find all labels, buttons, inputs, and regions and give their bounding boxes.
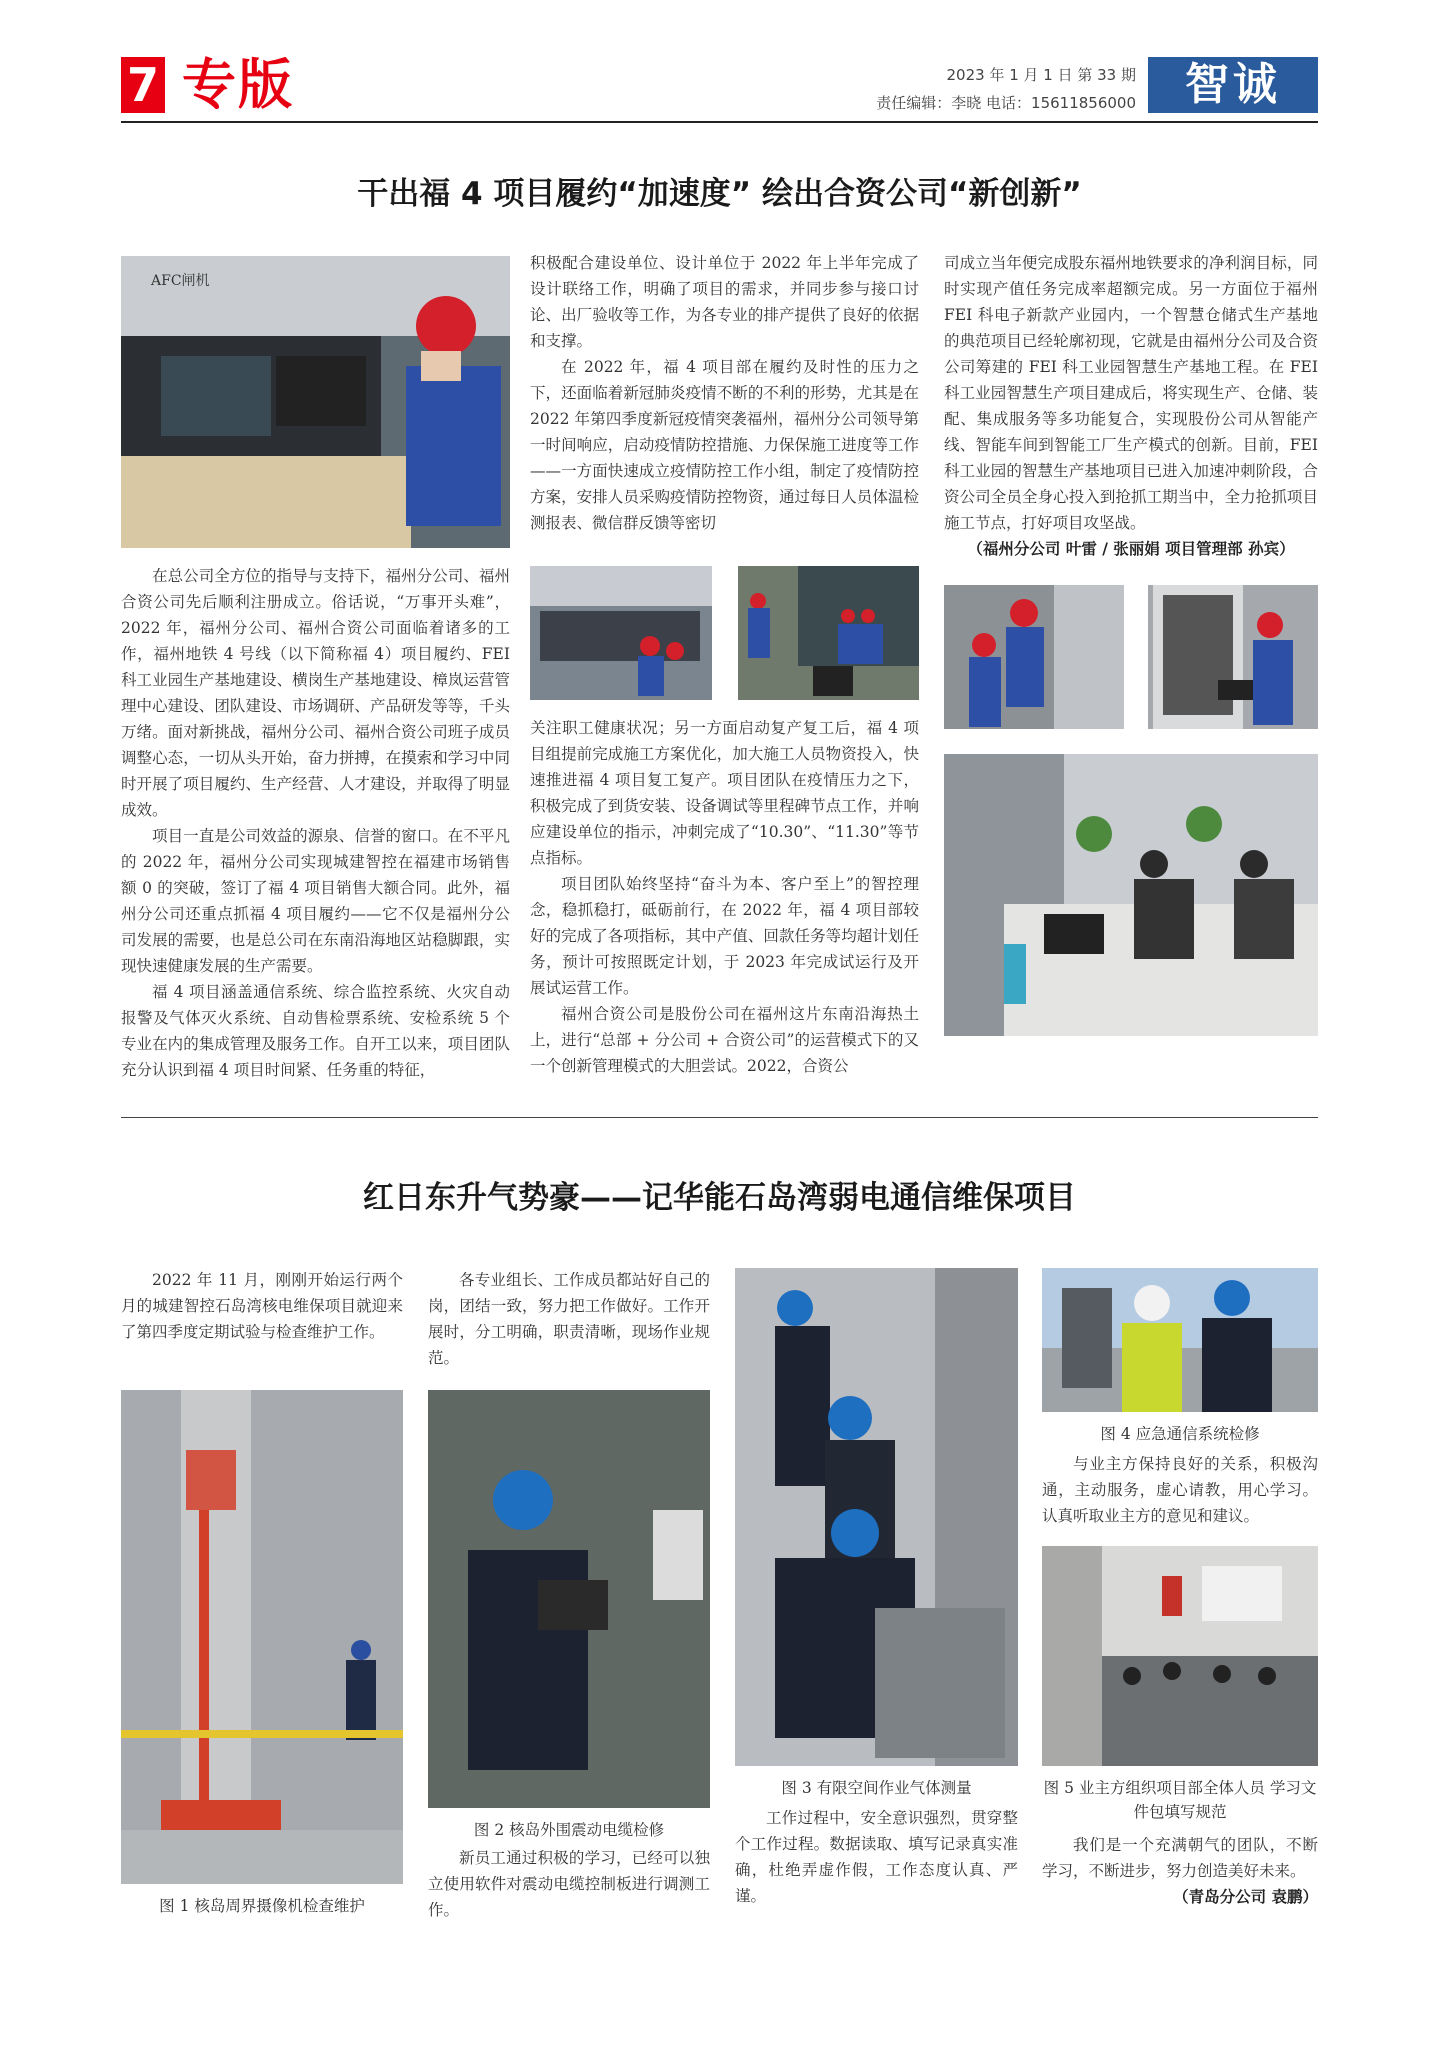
article2-column-2 bbox=[428, 1267, 710, 1371]
photo-meeting-room bbox=[1042, 1546, 1318, 1766]
photo-emergency-comm-repair bbox=[1042, 1268, 1318, 1412]
photo-office-team bbox=[530, 566, 712, 700]
page-number: 7 bbox=[121, 57, 165, 113]
photo-cable-inspection bbox=[428, 1390, 710, 1808]
article1-paragraph: 司成立当年便完成股东福州地铁要求的净利润目标，同时实现产值任务完成率超额完成。另一方面位于福州 FEI 科电子新款产业园内，一个智慧仓储式生产基地的典范项目已经轮廓初现，它就是由福州分公司及合资公司筹建的 FEI 科工业园智慧生产基地工程。在 FEI 科工业园智慧生产项目建成后，将实现生产、仓储、装配、集成服务等多功能复合，实现股份公司从智能产线、智能车间到智能工厂生产模式的创新。目前，FEI 科工业园的智慧生产基地项目已进入加速冲刺阶段，合资公司全员全身心投入到抢抓工期当中，全力抢抓项目施工节点，打好项目攻坚战。 bbox=[944, 254, 1318, 532]
article2-column-4-after bbox=[1042, 1832, 1318, 1910]
article2-column-1 bbox=[121, 1267, 403, 1345]
photo-confined-space-gas-test bbox=[735, 1268, 1018, 1766]
figure-1-caption: 图 1 核岛周界摄像机检查维护 bbox=[159, 1897, 365, 1915]
issue-date: 2023 年 1 月 1 日 第 33 期 bbox=[946, 66, 1136, 84]
article2-column-3-after bbox=[735, 1805, 1018, 1909]
article1-paragraph: 福州合资公司是股份公司在福州这片东南沿海热土上，进行“总部 + 分公司 + 合资公司”的运营模式下的又一个创新管理模式的大胆尝试。2022，合资公 bbox=[530, 1005, 919, 1075]
article1-column-3 bbox=[944, 250, 1318, 562]
article1-paragraph: 积极配合建设单位、设计单位于 2022 年上半年完成了设计联络工作，明确了项目的需求，并同步参与接口讨论、出厂验收等工作，为各专业的排产提供了良好的依据和支撑。 bbox=[530, 254, 919, 350]
article1-credit: （福州分公司 叶雷 / 张丽娟 项目管理部 孙宾） bbox=[967, 539, 1295, 558]
section-title: 专版 bbox=[182, 53, 294, 116]
photo-lift-camera-maintenance bbox=[121, 1390, 403, 1884]
figure-5-caption: 图 5 业主方组织项目部全体人员 学习文件包填写规范 bbox=[1043, 1779, 1317, 1821]
figure-2-caption: 图 2 核岛外围震动电缆检修 bbox=[473, 1821, 665, 1839]
masthead-logo: 智诚 bbox=[1148, 57, 1318, 113]
article2-paragraph: 工作过程中，安全意识强烈，贯穿整个工作过程。数据读取、填写记录真实准确，杜绝弄虚作假，工作态度认真、严谨。 bbox=[735, 1809, 1018, 1905]
article2-paragraph: 与业主方保持良好的关系，积极沟通，主动服务，虚心请教，用心学习。认真听取业主方的意见和建议。 bbox=[1042, 1455, 1318, 1525]
figure-4-caption: 图 4 应急通信系统检修 bbox=[1100, 1425, 1260, 1443]
photo-rack-laptop bbox=[1148, 585, 1318, 729]
article1-paragraph: 项目团队始终坚持“奋斗为本、客户至上”的智控理念，稳抓稳打，砥砺前行，在 2022 年，福 4 项目部较好的完成了各项指标，其中产值、回款任务等均超计划任务，预计可按照既定计划，于 2023 年完成试运行及开展试运营工作。 bbox=[530, 875, 919, 997]
article1-paragraph: 在 2022 年，福 4 项目部在履约及时性的压力之下，还面临着新冠肺炎疫情不断的不利的形势，尤其是在 2022 年第四季度新冠疫情突袭福州，福州分公司领导第一时间响应，启动疫情防控措施、力保保施工进度等工作——一方面快速成立疫情防控工作小组，制定了疫情防控方案，安排人员采购疫情防控物资，通过每日人员体温检测报表、微信群反馈等密切 bbox=[530, 358, 919, 532]
article2-headline: 红日东升气势豪——记华能石岛湾弱电通信维保项目 bbox=[363, 1180, 1076, 1216]
article2-paragraph: 我们是一个充满朝气的团队，不断学习，不断进步，努力创造美好未来。 bbox=[1042, 1836, 1318, 1880]
article2-column-4-mid bbox=[1042, 1451, 1318, 1529]
article1-column-1 bbox=[121, 563, 510, 1083]
article2-paragraph: 各专业组长、工作成员都站好自己的岗，团结一致，努力把工作做好。工作开展时，分工明确，职责清晰，现场作业规范。 bbox=[428, 1271, 710, 1367]
photo-office-desks bbox=[944, 754, 1318, 1036]
photo-control-room-worker bbox=[121, 256, 510, 548]
photo-outdoor-team bbox=[738, 566, 919, 700]
article2-paragraph: 新员工通过积极的学习，已经可以独立使用软件对震动电缆控制板进行调测工作。 bbox=[428, 1849, 710, 1919]
section-divider bbox=[121, 1117, 1318, 1118]
article2-credit: （青岛分公司 袁鹏） bbox=[1173, 1887, 1318, 1906]
photo-sign-text: AFC闸机 bbox=[151, 273, 210, 289]
article1-paragraph: 福 4 项目涵盖通信系统、综合监控系统、火灾自动报警及气体灭火系统、自动售检票系统、安检系统 5 个专业在内的集成管理及服务工作。自开工以来，项目团队充分认识到福 4 项目时间紧、任务重的特征， bbox=[121, 983, 510, 1079]
article1-paragraph: 在总公司全方位的指导与支持下，福州分公司、福州合资公司先后顺利注册成立。俗话说，“万事开头难”，2022 年，福州分公司、福州合资公司面临着诸多的工作，福州地铁 4 号线（以下简称福 4）项目履约、FEI 科工业园生产基地建设、横岗生产基地建设、樟岚运营管理中心建设、团队建设、市场调研、产品研发等等，千头万绪。面对新挑战，福州分公司、福州合资公司班子成员调整心态，一切从头开始，奋力拼搏，在摸索和学习中同时开展了项目履约、生产经营、人才建设，并取得了明显成效。 bbox=[121, 567, 510, 819]
photo-cabinet-inspection bbox=[944, 585, 1124, 729]
article1-column-2-top bbox=[530, 250, 919, 536]
article1-paragraph: 关注职工健康状况；另一方面启动复产复工后，福 4 项目组提前完成施工方案优化，加大施工人员物资投入，快速推进福 4 项目复工复产。项目团队在疫情压力之下，积极完成了到货安装、设备调试等里程碑节点工作，并响应建设单位的指示，冲刺完成了“10.30”、“11.30”等节点指标。 bbox=[530, 719, 919, 867]
article2-paragraph: 2022 年 11 月，刚刚开始运行两个月的城建智控石岛湾核电维保项目就迎来了第四季度定期试验与检查维护工作。 bbox=[121, 1271, 403, 1341]
editor-info: 责任编辑：李晓 电话：15611856000 bbox=[876, 94, 1136, 112]
article1-headline: 干出福 4 项目履约“加速度” 绘出合资公司“新创新” bbox=[357, 176, 1082, 212]
article2-column-2-after bbox=[428, 1845, 710, 1923]
figure-3-caption: 图 3 有限空间作业气体测量 bbox=[781, 1779, 972, 1797]
header-rule bbox=[121, 121, 1318, 123]
article1-paragraph: 项目一直是公司效益的源泉、信誉的窗口。在不平凡的 2022 年，福州分公司实现城建智控在福建市场销售额 0 的突破，签订了福 4 项目销售大额合同。此外，福州分公司还重点抓福 4 项目履约——它不仅是福州分公司发展的需要，也是总公司在东南沿海地区站稳脚跟，实现快速健康发展的生产需要。 bbox=[121, 827, 510, 975]
article1-column-2-bottom bbox=[530, 715, 919, 1079]
